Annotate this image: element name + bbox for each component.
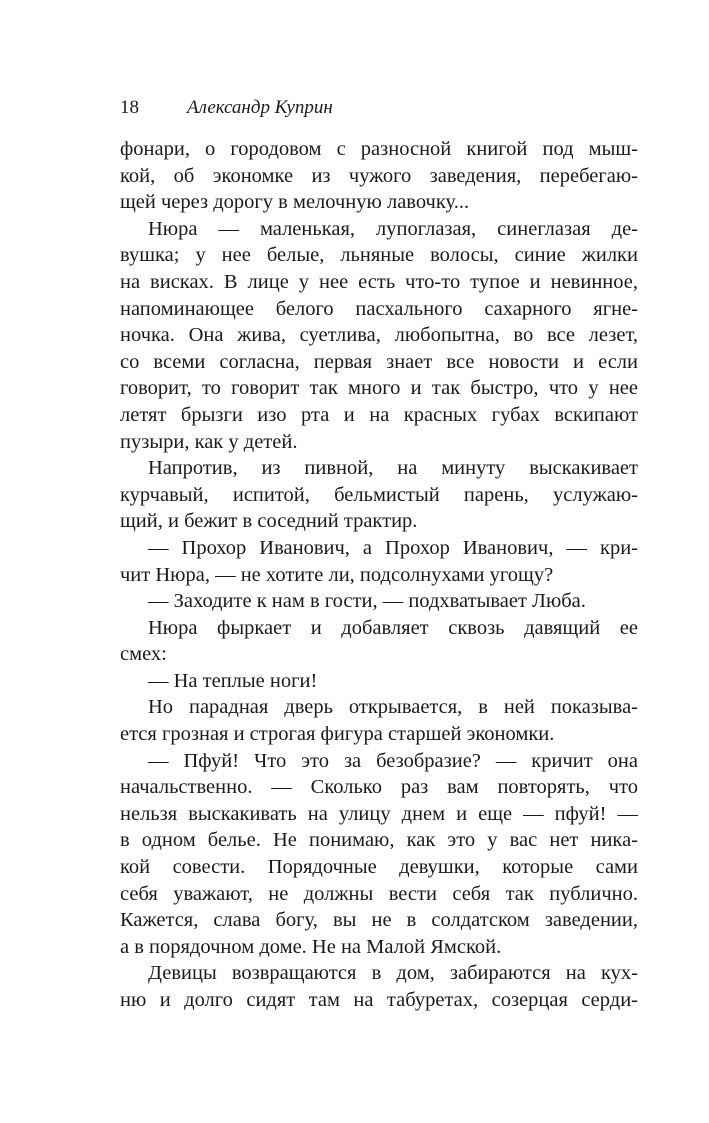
text-line: Девицы возвращаются в дом, забираются на кух-: [148, 962, 638, 985]
text-line: со всеми согласна, первая знает все новости и если: [120, 350, 638, 373]
text-line: напоминающее белого пасхального сахарного ягне-: [120, 297, 638, 320]
text-line: — Пфуй! Что это за безобразие? — кричит она: [148, 749, 638, 772]
text-line: нельзя выскакивать на улицу днем и еще — пфуй! —: [120, 802, 638, 825]
text-line: — Прохор Иванович, а Прохор Иванович, — кри-: [148, 536, 638, 559]
text-line: в одном белье. Не понимаю, как это у вас нет ника-: [120, 829, 638, 852]
text-line: Нюра — маленькая, лупоглазая, синеглазая де-: [148, 217, 638, 240]
text-line: пузыри, как у детей.: [120, 430, 298, 453]
text-line: щий, и бежит в соседний трактир.: [120, 510, 418, 533]
text-line: говорит, то говорит так много и так быстро, что у нее: [120, 377, 638, 400]
text-line: Нюра фыркает и добавляет сквозь давящий ее: [148, 616, 638, 639]
running-head-author: Александр Куприн: [187, 97, 333, 118]
text-line: ночка. Она жива, суетлива, любопытна, во все лезет,: [120, 324, 638, 347]
text-line: Но парадная дверь открывается, в ней показыва-: [148, 696, 638, 719]
text-line: летят брызги изо рта и на красных губах вскипают: [120, 403, 638, 426]
body-text: [120, 136, 638, 1014]
text-line: курчавый, испитой, бельмистый парень, услужаю-: [120, 483, 638, 506]
text-line: а в порядочном доме. Не на Малой Ямской.: [120, 935, 502, 958]
text-line: на висках. В лице у нее есть что-то тупое и невинное,: [120, 270, 638, 293]
text-line: — На теплые ноги!: [148, 669, 318, 692]
page-number: 18: [120, 97, 139, 118]
text-line: фонари, о городовом с разносной книгой под мыш-: [120, 138, 638, 160]
running-head: [120, 95, 640, 121]
text-line: начальственно. — Сколько раз вам повторять, что: [120, 776, 638, 799]
text-line: себя уважают, не должны вести себя так публично.: [120, 882, 638, 905]
text-line: кой, об экономке из чужого заведения, перебегаю-: [120, 164, 638, 187]
text-line: щей через дорогу в мелочную лавочку...: [120, 191, 470, 214]
text-line: ню и долго сидят там на табуретах, созерцая серди-: [120, 989, 638, 1011]
text-line: чит Нюра, — не хотите ли, подсолнухами угощу?: [120, 563, 554, 586]
text-line: ется грозная и строгая фигура старшей экономки.: [120, 723, 555, 746]
text-line: Кажется, слава богу, вы не в солдатском заведении,: [120, 909, 638, 932]
text-line: смех:: [120, 643, 167, 666]
text-line: — Заходите к нам в гости, — подхватывает Люба.: [148, 590, 586, 613]
text-line: кой совести. Порядочные девушки, которые сами: [120, 856, 638, 879]
text-line: вушка; у нее белые, льняные волосы, синие жилки: [120, 244, 638, 267]
text-line: Напротив, из пивной, на минуту выскакивает: [148, 457, 638, 480]
